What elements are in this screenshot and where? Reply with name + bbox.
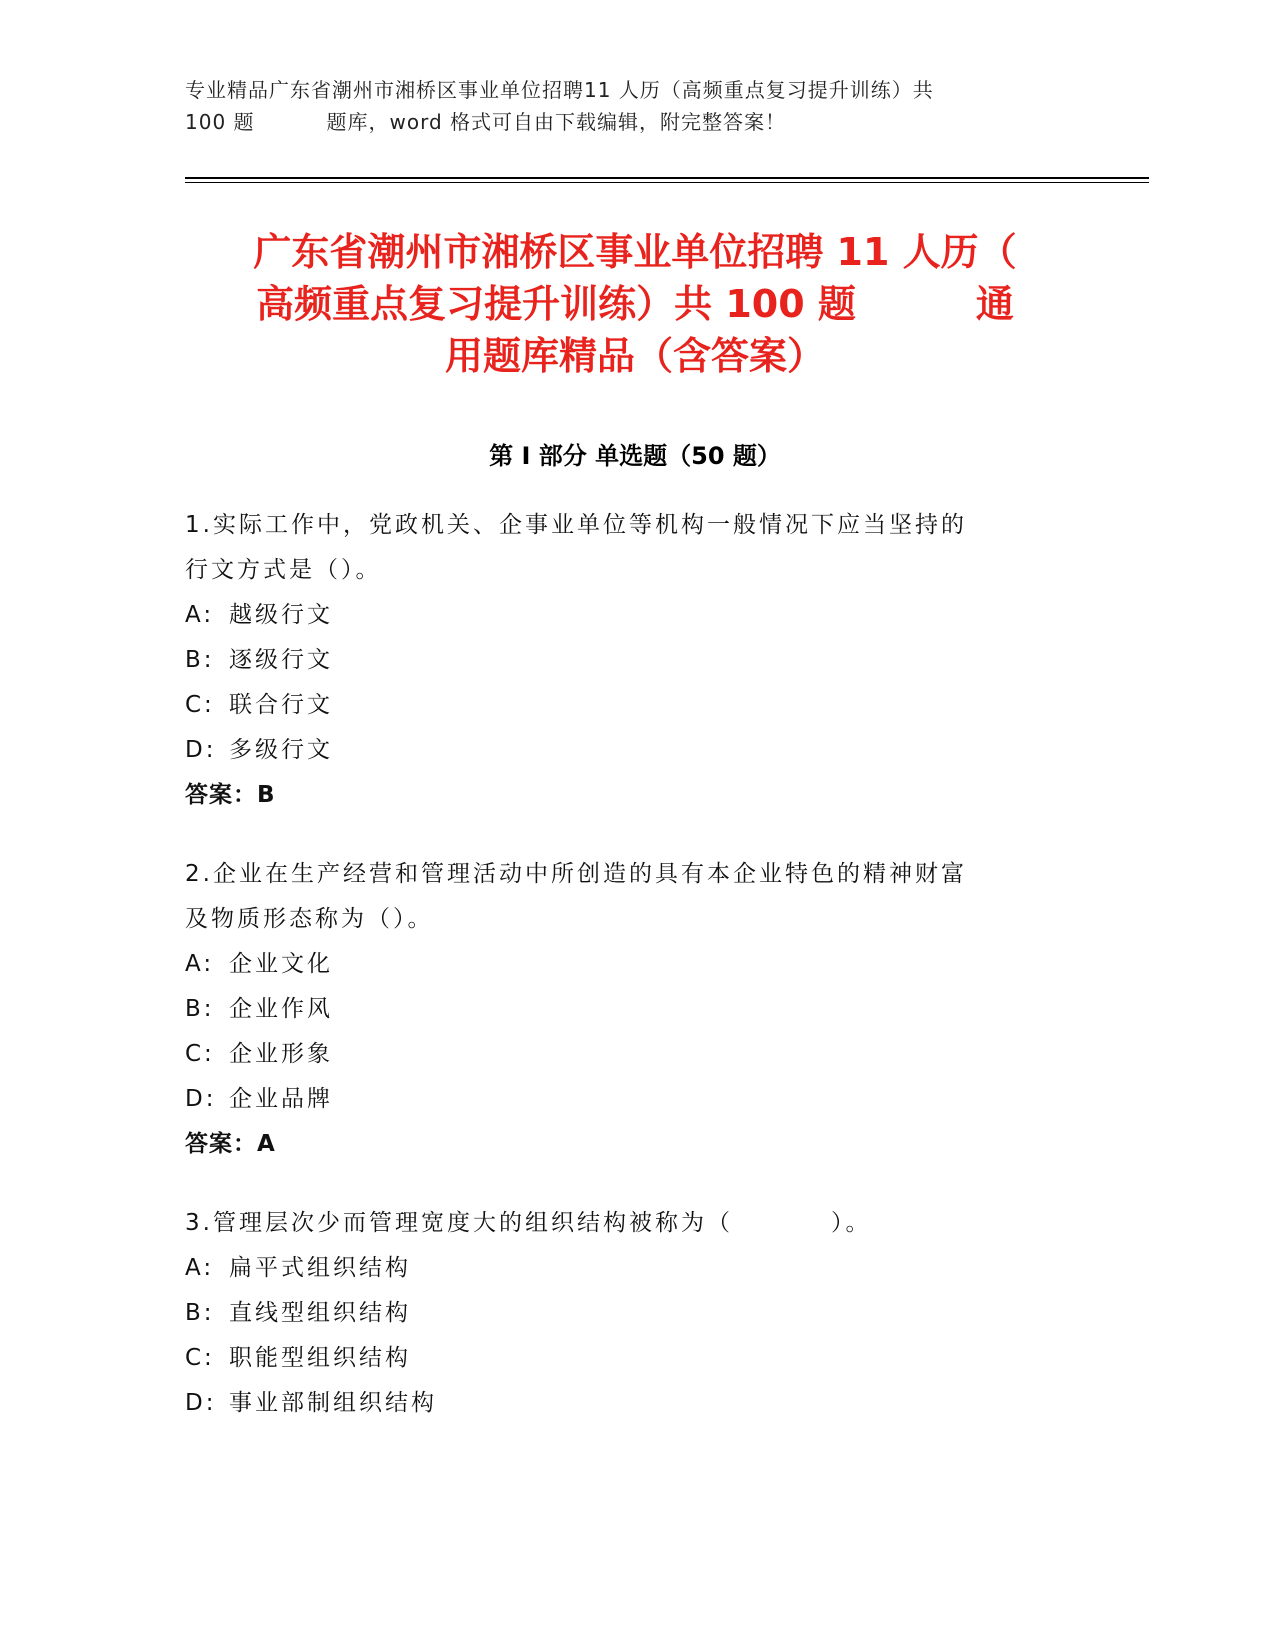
answer-line: 答案：B bbox=[185, 782, 276, 808]
option-text: 企业品牌 bbox=[229, 1086, 333, 1112]
option-text: 多级行文 bbox=[229, 737, 333, 763]
option-letter: C: bbox=[185, 1041, 215, 1067]
question-stem: 2.企业在生产经营和管理活动中所创造的具有本企业特色的精神财富 bbox=[185, 861, 967, 887]
title-line-3: 用题库精品（含答案） bbox=[444, 334, 825, 378]
option-a[interactable] bbox=[185, 593, 1065, 638]
option-letter: D: bbox=[185, 1390, 217, 1416]
option-text: 扁平式组织结构 bbox=[229, 1255, 411, 1281]
option-b[interactable] bbox=[185, 987, 1065, 1032]
option-d[interactable] bbox=[185, 728, 1065, 773]
question-1 bbox=[185, 503, 1065, 818]
option-a[interactable] bbox=[185, 1246, 1065, 1291]
option-text: 直线型组织结构 bbox=[229, 1300, 411, 1326]
question-stem bbox=[185, 1201, 1065, 1246]
question-stem-cont: 及物质形态称为（）。 bbox=[185, 906, 434, 932]
option-letter: D: bbox=[185, 737, 217, 763]
question-3 bbox=[185, 1201, 1065, 1426]
option-letter: B: bbox=[185, 647, 215, 673]
title-line-2-b: 通 bbox=[975, 282, 1014, 326]
header-divider-thick bbox=[185, 177, 1149, 179]
option-b[interactable] bbox=[185, 1291, 1065, 1336]
option-c[interactable] bbox=[185, 683, 1065, 728]
option-letter: B: bbox=[185, 996, 215, 1022]
answer-line: 答案：A bbox=[185, 1131, 276, 1157]
option-letter: C: bbox=[185, 692, 215, 718]
question-2 bbox=[185, 852, 1065, 1167]
header-line-1: 专业精品广东省潮州市湘桥区事业单位招聘11 人历（高频重点复习提升训练）共 bbox=[185, 78, 934, 102]
header-divider-thin bbox=[185, 182, 1149, 183]
header-line-2-desc: 题库，word 格式可自由下载编辑，附完整答案！ bbox=[326, 110, 787, 134]
option-letter: C: bbox=[185, 1345, 215, 1371]
option-text: 越级行文 bbox=[229, 602, 333, 628]
option-text: 事业部制组织结构 bbox=[229, 1390, 437, 1416]
option-b[interactable] bbox=[185, 638, 1065, 683]
option-letter: D: bbox=[185, 1086, 217, 1112]
title-line-2 bbox=[185, 278, 1085, 330]
page-header bbox=[185, 74, 1085, 138]
option-a[interactable] bbox=[185, 942, 1065, 987]
header-line-2-count: 100 题 bbox=[185, 110, 255, 134]
option-text: 职能型组织结构 bbox=[229, 1345, 411, 1371]
document-title bbox=[185, 226, 1085, 382]
option-letter: A: bbox=[185, 1255, 215, 1281]
option-letter: A: bbox=[185, 951, 215, 977]
option-letter: B: bbox=[185, 1300, 215, 1326]
header-line-2 bbox=[185, 106, 1085, 138]
question-stem-cont: 行文方式是（）。 bbox=[185, 557, 382, 583]
option-c[interactable] bbox=[185, 1032, 1065, 1077]
option-text: 企业文化 bbox=[229, 951, 333, 977]
title-line-1: 广东省潮州市湘桥区事业单位招聘 11 人历（ bbox=[253, 230, 1017, 274]
title-line-2-a: 高频重点复习提升训练）共 100 题 bbox=[256, 282, 856, 326]
option-text: 企业作风 bbox=[229, 996, 333, 1022]
option-c[interactable] bbox=[185, 1336, 1065, 1381]
question-stem-b: ）。 bbox=[830, 1210, 872, 1236]
question-stem-a: 3.管理层次少而管理宽度大的组织结构被称为（ bbox=[185, 1210, 733, 1236]
option-text: 逐级行文 bbox=[229, 647, 333, 673]
option-d[interactable] bbox=[185, 1077, 1065, 1122]
section-heading: 第 I 部分 单选题（50 题） bbox=[489, 442, 781, 470]
question-stem: 1.实际工作中，党政机关、企事业单位等机构一般情况下应当坚持的 bbox=[185, 512, 967, 538]
option-text: 联合行文 bbox=[229, 692, 333, 718]
option-letter: A: bbox=[185, 602, 215, 628]
option-d[interactable] bbox=[185, 1381, 1065, 1426]
option-text: 企业形象 bbox=[229, 1041, 333, 1067]
